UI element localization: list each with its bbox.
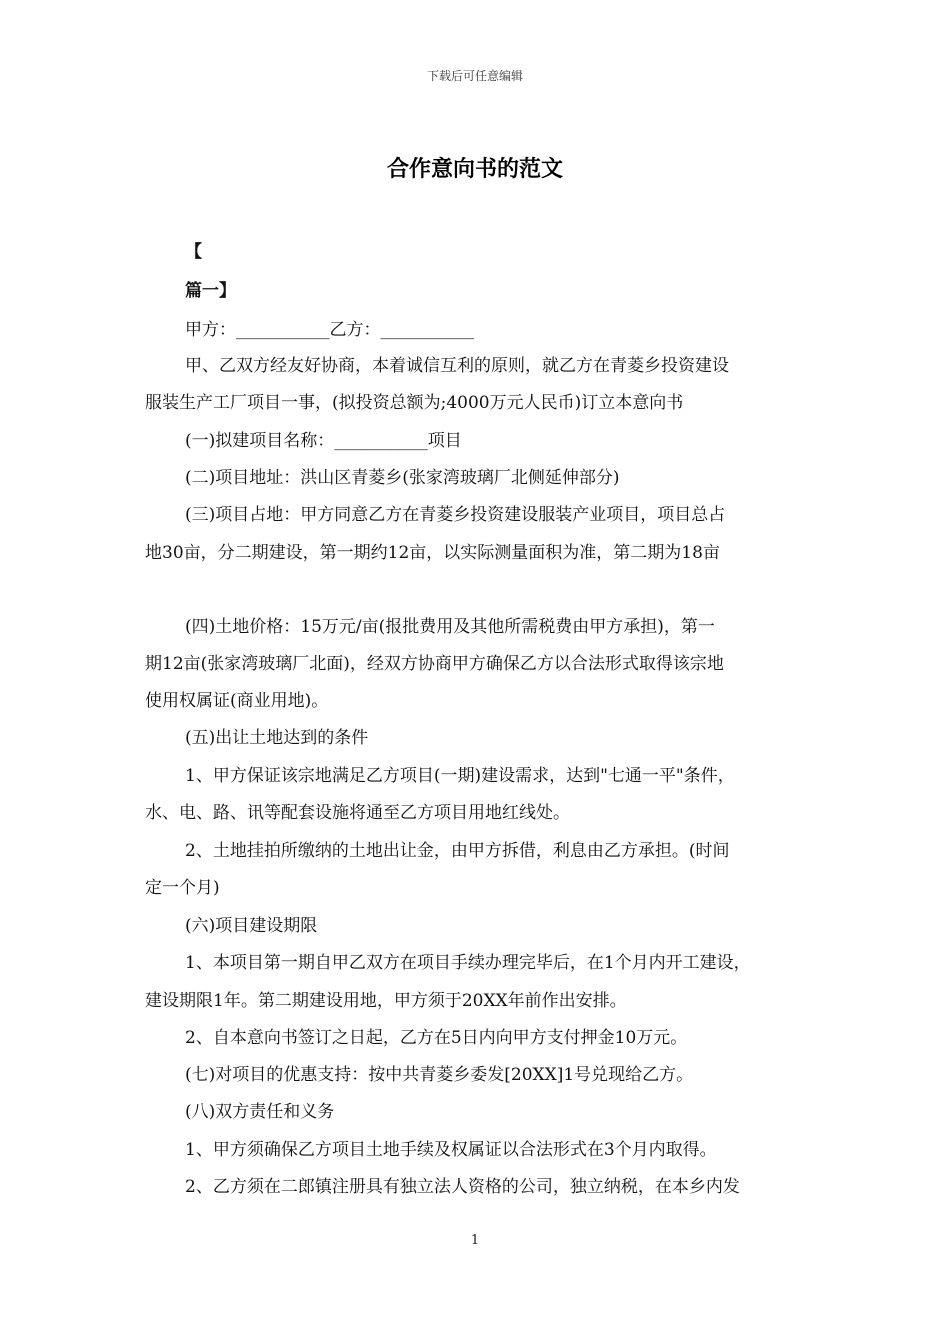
- item-3-line-2: 地30亩，分二期建设，第一期约12亩，以实际测量面积为准，第二期为18亩: [145, 543, 720, 563]
- bracket-open: 【: [185, 242, 202, 262]
- parties-line: 甲方：___________乙方：___________: [185, 320, 474, 340]
- section-label: 篇一】: [185, 281, 236, 301]
- item-6-1-line-1: 1、本项目第一期自甲乙双方在项目手续办理完毕后，在1个月内开工建设，: [185, 953, 751, 973]
- paragraph-1-line-1: 甲、乙双方经友好协商，本着诚信互利的原则，就乙方在青菱乡投资建设: [185, 356, 729, 376]
- item-8: (八)双方责任和义务: [185, 1102, 335, 1122]
- item-4-line-3: 使用权属证(商业用地)。: [145, 691, 329, 711]
- item-1: (一)拟建项目名称：___________项目: [185, 431, 462, 451]
- item-5-1-line-2: 水、电、路、讯等配套设施将通至乙方项目用地红线处。: [145, 803, 570, 823]
- header-note: 下载后可任意编辑: [426, 69, 523, 83]
- page-number: 1: [470, 1233, 480, 1248]
- item-6-2: 2、自本意向书签订之日起，乙方在5日内向甲方支付押金10万元。: [185, 1028, 688, 1048]
- item-7: (七)对项目的优惠支持：按中共青菱乡委发[20XX]1号兑现给乙方。: [185, 1065, 694, 1085]
- item-8-2: 2、乙方须在二郎镇注册具有独立法人资格的公司，独立纳税，在本乡内发: [185, 1177, 740, 1197]
- item-4-line-1: (四)土地价格：15万元/亩(报批费用及其他所需税费由甲方承担)，第一: [185, 617, 715, 637]
- item-5-2-line-1: 2、土地挂拍所缴纳的土地出让金，由甲方拆借，利息由乙方承担。(时间: [185, 841, 730, 861]
- item-5-1-line-1: 1、甲方保证该宗地满足乙方项目(一期)建设需求，达到"七通一平"条件，: [185, 766, 735, 786]
- item-8-1: 1、甲方须确保乙方项目土地手续及权属证以合法形式在3个月内取得。: [185, 1140, 717, 1160]
- item-2: (二)项目地址：洪山区青菱乡(张家湾玻璃厂北侧延伸部分): [185, 468, 620, 488]
- item-5: (五)出让土地达到的条件: [185, 728, 369, 748]
- item-5-2-line-2: 定一个月): [145, 878, 220, 898]
- item-6: (六)项目建设期限: [185, 916, 318, 936]
- paragraph-1-line-2: 服装生产工厂项目一事，(拟投资总额为;4000万元人民币)订立本意向书: [145, 393, 684, 413]
- item-4-line-2: 期12亩(张家湾玻璃厂北面)，经双方协商甲方确保乙方以合法形式取得该宗地: [145, 654, 724, 674]
- item-6-1-line-2: 建设期限1年。第二期建设用地，甲方须于20XX年前作出安排。: [145, 991, 627, 1011]
- document-title: 合作意向书的范文: [386, 156, 563, 182]
- item-3-line-1: (三)项目占地：甲方同意乙方在青菱乡投资建设服装产业项目，项目总占: [185, 505, 726, 525]
